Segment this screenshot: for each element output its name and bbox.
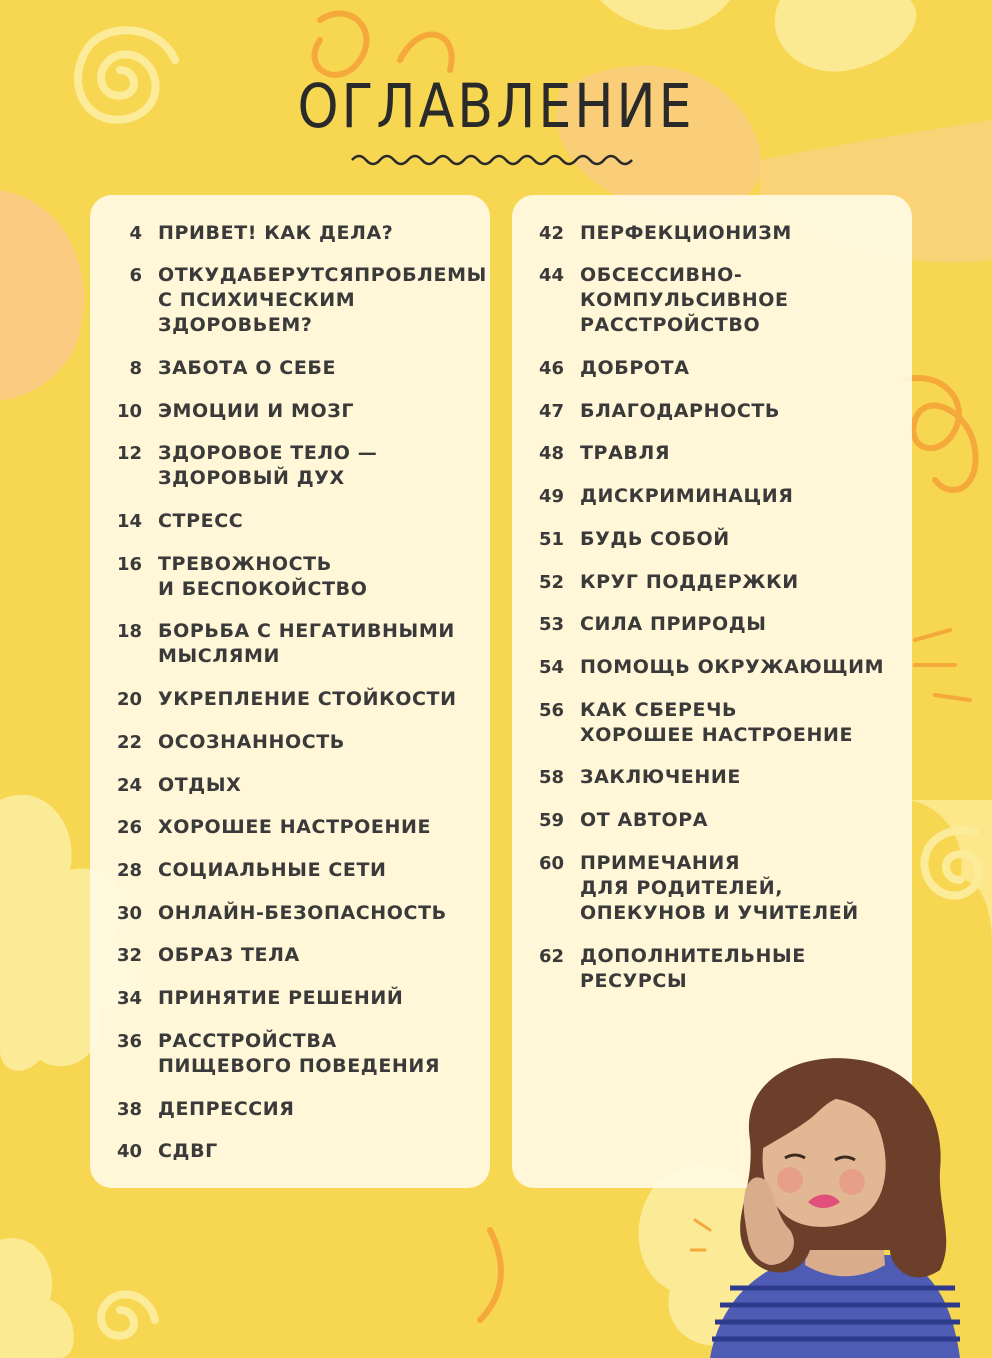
toc-page-number: 16 (116, 554, 142, 575)
toc-left-panel (90, 195, 490, 1188)
toc-page-number: 26 (116, 817, 142, 838)
toc-page-number: 20 (116, 689, 142, 710)
toc-entry-title: БЛАГОДАРНОСТЬ (580, 400, 781, 422)
toc-page-number: 62 (538, 946, 564, 967)
toc-entry-title: ДЕПРЕССИЯ (158, 1098, 295, 1120)
toc-page-number: 36 (116, 1031, 142, 1052)
toc-page-number: 51 (538, 529, 564, 550)
toc-entry-title: ОТДЫХ (158, 774, 242, 796)
toc-entry-title: БУДЬ СОБОЙ (580, 528, 730, 550)
toc-entry-title: ПРИМЕЧАНИЯ ДЛЯ РОДИТЕЛЕЙ, ОПЕКУНОВ И УЧИТЕЛЕЙ (580, 852, 859, 924)
toc-entry-title: ОТКУДАБЕРУТСЯПРОБЛЕМЫ С ПСИХИЧЕСКИМ ЗДОРОВЬЕМ? (158, 264, 487, 336)
toc-page-number: 10 (116, 401, 142, 422)
toc-entry-title: РАССТРОЙСТВА ПИЩЕВОГО ПОВЕДЕНИЯ (158, 1030, 441, 1077)
toc-page-number: 34 (116, 988, 142, 1009)
toc-entry-title: СИЛА ПРИРОДЫ (580, 613, 767, 635)
toc-page-number: 49 (538, 486, 564, 507)
toc-page-number: 59 (538, 810, 564, 831)
toc-page-number: 47 (538, 401, 564, 422)
toc-entry-title: СОЦИАЛЬНЫЕ СЕТИ (158, 859, 387, 881)
toc-entry-title: ТРЕВОЖНОСТЬ И БЕСПОКОЙСТВО (158, 553, 368, 600)
toc-page-number: 14 (116, 511, 142, 532)
toc-page-number: 38 (116, 1099, 142, 1120)
toc-entry-title: УКРЕПЛЕНИЕ СТОЙКОСТИ (158, 688, 457, 710)
toc-page-number: 12 (116, 443, 142, 464)
toc-entry-title: ДОБРОТА (580, 357, 690, 379)
toc-entry-title: КАК СБЕРЕЧЬ ХОРОШЕЕ НАСТРОЕНИЕ (580, 699, 854, 746)
toc-page-number: 42 (538, 223, 564, 244)
toc-entry-title: ОНЛАЙН-БЕЗОПАСНОСТЬ (158, 902, 447, 924)
toc-page-number: 4 (129, 223, 142, 244)
toc-page-number: 53 (538, 614, 564, 635)
toc-page-number: 40 (116, 1141, 142, 1162)
toc-page-number: 22 (116, 732, 142, 753)
toc-page-number: 52 (538, 572, 564, 593)
toc-entry-title: ДИСКРИМИНАЦИЯ (580, 485, 794, 507)
toc-entry-title: ПРИВЕТ! КАК ДЕЛА? (158, 222, 394, 244)
toc-page-number: 32 (116, 945, 142, 966)
toc-entry-title: ЗАКЛЮЧЕНИЕ (580, 766, 741, 788)
toc-page-number: 56 (538, 700, 564, 721)
toc-page-number: 28 (116, 860, 142, 881)
toc-page-number: 30 (116, 903, 142, 924)
toc-entry-title: ПОМОЩЬ ОКРУЖАЮЩИМ (580, 656, 885, 678)
toc-entry-title: ОБРАЗ ТЕЛА (158, 944, 300, 966)
toc-entry-title: ОБСЕССИВНО- КОМПУЛЬСИВНОЕ РАССТРОЙСТВО (580, 264, 789, 336)
toc-page-number: 58 (538, 767, 564, 788)
toc-page-number: 8 (129, 358, 142, 379)
girl-illustration (690, 1050, 960, 1358)
toc-entry-title: ОСОЗНАННОСТЬ (158, 731, 345, 753)
toc-page-number: 60 (538, 853, 564, 874)
toc-page-number: 54 (538, 657, 564, 678)
toc-entry-title: ТРАВЛЯ (580, 442, 671, 464)
toc-page-number: 46 (538, 358, 564, 379)
toc-entry-title: ХОРОШЕЕ НАСТРОЕНИЕ (158, 816, 432, 838)
page-title: ОГЛАВЛЕНИЕ (297, 70, 695, 142)
toc-entry-title: ЗДОРОВОЕ ТЕЛО — ЗДОРОВЫЙ ДУХ (158, 442, 378, 489)
toc-page-number: 44 (538, 265, 564, 286)
toc-page-number: 18 (116, 621, 142, 642)
toc-entry-title: БОРЬБА С НЕГАТИВНЫМИ МЫСЛЯМИ (158, 620, 455, 667)
toc-page-number: 6 (129, 265, 142, 286)
toc-entry-title: ПЕРФЕКЦИОНИЗМ (580, 222, 792, 244)
toc-entry-title: КРУГ ПОДДЕРЖКИ (580, 571, 799, 593)
toc-entry-title: ЗАБОТА О СЕБЕ (158, 357, 337, 379)
toc-entry-title: ПРИНЯТИЕ РЕШЕНИЙ (158, 987, 404, 1009)
toc-entry-title: ЭМОЦИИ И МОЗГ (158, 400, 355, 422)
toc-entry-title: ОТ АВТОРА (580, 809, 709, 831)
title-underline-squiggle (350, 150, 640, 170)
toc-right-panel (512, 195, 912, 1188)
toc-entry-title: СДВГ (158, 1140, 218, 1162)
toc-page-number: 48 (538, 443, 564, 464)
toc-entry-title: СТРЕСС (158, 510, 244, 532)
toc-page-number: 24 (116, 775, 142, 796)
toc-entry-title: ДОПОЛНИТЕЛЬНЫЕ РЕСУРСЫ (580, 945, 806, 992)
